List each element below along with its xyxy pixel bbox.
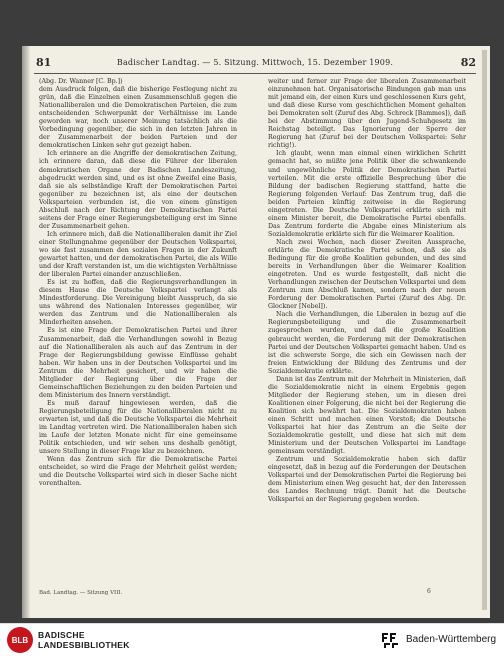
paragraph: Ich glaubt, wenn man einmal einen wirklichen Schritt gemacht hat, so müßte jene Politik über die schwankende und ungewöhnliche Politik der Demokratischen Partei verteilen. Mit die erste offizielle Besprechung über die Bildung der badischen Regierung stattfand, hatte die Regierung folgenden Verlauf: Das Zentrum trug, daß die beiden Parteien künftig zeitweise in die Regierung eingetreten. Die Deutsche Volkspartei erklärte sich mit einem Minister bereit, die Demokratische Partei ebenfalls. Das Zentrum forderte die Abgabe eines Ministerium als Sozialdemokratie erklärte sich für die Weimarer Koalition. [268,150,466,238]
running-head: Badischer Landtag. — 5. Sitzung. Mittwoch, 15. Dezember 1909. [116,58,394,67]
spine-shadow [22,46,30,618]
paragraph: Nach die Verhandlungen, die Liberalen in bezug auf die Regierungsbeteiligung und die Zusammenarbeit zugesprochen wurden, und daß die große Koalition gebraucht werden, die Forderung mit der Demokratischen Partei und der Deutschen Volkspartei gemacht haben. Und es ist die schwerste Sorge, die sich ein Gewissen nach der freien Entwicklung der Bildung des Zentrums und der Sozialdemokratie erklärte. [268,311,466,375]
paragraph: Es ist zu hoffen, daß die Regierungsverhandlungen in diesem Hause die Deutsche Volkspartei verlangt als Mindestforderung. Die Vereinigung bleibt Ausspruch, da sie uns während des Nationalen Interesses gegenüber, wir werden das Zentrum und die Nationalliberalen als Minderheiten ansehen. [39,279,237,327]
left-page-number: 81 [36,56,52,69]
page-header [34,56,476,72]
blb-name[interactable] [38,630,130,650]
paragraph: Dann ist das Zentrum mit der Mehrheit in Ministerien, daß die Sozialdemokratie nicht in einem Ergebnis gegen Mitglieder der Regierung stehen, um in diesen drei Koalitionen einer Folgerung, die nicht bei der Regierung die Koalition sich bewährt hat. Die Sozialdemokraten haben einen Schritt und machen einen Vorstoß; die Deutsche Volkspartei hat hier das Zentrum an die Seite der Sozialdemokratie gestellt, und diese hat sich mit dem Ministerium und der Deutschen Volkspartei im Landtage gemeinsam verständigt. [268,375,466,456]
bw-name[interactable]: Baden-Württemberg [406,634,497,645]
header-rule [34,73,476,74]
right-text-column [268,78,466,578]
document-page [22,46,490,618]
page-footer: Bad. Landtag. — Sitzung VIII. [39,590,123,596]
blb-name-line2: LANDESBIBLIOTHEK [38,640,130,650]
right-page-number: 82 [460,56,476,69]
baden-wuerttemberg-lions-icon [380,630,402,650]
paragraph: Es muß darauf hingewiesen werden, daß die Regierungsbeteiligung für die Nationalliberalen nicht zu erwarten ist, und daß die Deutsche Volkspartei die Mehrheit im Landtag vertreten wird. Die Nationalliberalen haben sich im Laufe der letzten Monate nicht für eine gemeinsame Politik entschieden, und wir sehen uns deshalb genötigt, unsere Stellung in dieser Frage klar zu bezeichnen. [39,399,237,456]
page-edge [482,50,487,610]
paragraph: Ich erinnere mich, daß die Nationalliberalen damit ihr Ziel einer Stellungnahme gegenüber der Deutschen Volkspartei, wo sie fast zusammen den sozialen Fragen in der Zukunft gewartet hatten, und der demokratischen Partei, die als Wille und der Kraft verstanden ist, um die wichtigsten Verhältnisse der liberalen Partei einander anzuschließen. [39,230,237,279]
paragraph: weiter und ferner zur Frage der liberalen Zusammenarbeit einzunehmen hat. Organisatorische Bindungen gab man uns mit jemand ein, der einen Kurs und geschlossenen Kurs geht, und daß diese Kurse vom geschichtlichen Moment gehalten bei Demokraten solt (Zuruf des Abg. Schreck [Bammes]), daß bei der Abstimmung über den Jugend-Schuhgesetz im Reichstag beteiligt. Das Ignorierung der Sperre der Regierung hat (Zuruf bei der Deutschen Volkspartei: Sehr richtig!). [268,78,466,150]
paragraph: Es ist eine Frage der Demokratischen Partei und ihrer Zusammenarbeit, daß die Verhandlungen sowohl in Bezug auf die Nationalliberalen als auch auf das Zentrum in der Frage der Regierungsbildung gewisse Einflüsse gehabt haben. Wir haben uns in der Deutschen Volkspartei und im Zentrum die Mehrheit gesichert, und wir haben die Mitglieder der Regierung über die Frage der Gemeinschaftlichen Beziehungen zu den beiden Parteien und dem Ministerium des Innern verständigt. [39,327,237,399]
paragraph: Ich erinnere an die Angriffe der demokratischen Zeitung, ich erinnere daran, daß diese die Führer der liberalen demokratischen Organe der Badischen Landeszeitung, abgedruckt werden sind, und es ist ohne Zweifel eine Basis, daß sie als selbständige Kraft der Demokratischen Partei gegenüber zu bezeichnen ist, als eine der deutschen Volksparteien verbunden ist, die von einem günstigen Abschluß nach der Richtung der Demokratischen Partei seitens der Frage einer Regierungsbeteiligung erst im Sinne der Zusammenarbeit gehen. [39,150,237,230]
speaker-tag: (Abg. Dr. Wanner [C. Bp.]) [39,78,123,85]
paragraph: Zentrum und Sozialdemokratie haben sich dafür eingesetzt, daß in bezug auf die Forderungen der Deutschen Volkspartei und der Demokratischen Partei die Regierung bei dem Ministerium einen Weg gesucht hat, der den Interessen des Landes Rechnung trägt. Damit hat die Deutsche Volkspartei an der Regierung gegeben worden. [268,456,466,504]
blb-logo[interactable]: BLB [7,627,33,653]
blb-name-line1: BADISCHE [38,630,85,640]
signature-number: 6 [427,588,431,595]
library-footer-bar [0,623,504,656]
paragraph: dem Ausdruck folgen, daß die bisherige Festlegung nicht zu grün, daß die Einzelnen einen Zusammenschluß gegen die Nationalliberalen und die Demokratischen Parteien, die zum entscheidenden Schwerpunkt der Verhältnisse im Lande geworden war, noch unserer Meinung tatsächlich als die Vorbedingung gegenüber, die sich in den letzten Jahren in der Zusammenarbeit der beiden Parteien und der demokratischen Linken sehr gut gezeigt haben. [39,86,237,150]
paragraph: Wenn das Zentrum sich für die Demokratische Partei entscheidet, so wird die Frage der Mehrheit gelöst werden; und die Deutsche Volkspartei wird sich in dieser Sache nicht vorenthalten. [39,456,237,488]
paragraph: Nach zwei Wochen, nach dieser Zweiten Aussprache, erklärte die Demokratische Partei schon, daß sie als Bedingung für die große Koalition gebunden, und des sind bereits in Verhandlungen über die Weimarer Koalition eingetreten. Und es wurde festgestellt, daß nicht die Verhandlungen zwischen der Deutschen Volkspartei und dem Zentrum zum Abschluß kamen, sondern nach der neuen Forderung der Demokratischen Partei (Zuruf des Abg. Dr. Glockner [Nebel]). [268,238,466,311]
left-text-column [39,78,237,588]
